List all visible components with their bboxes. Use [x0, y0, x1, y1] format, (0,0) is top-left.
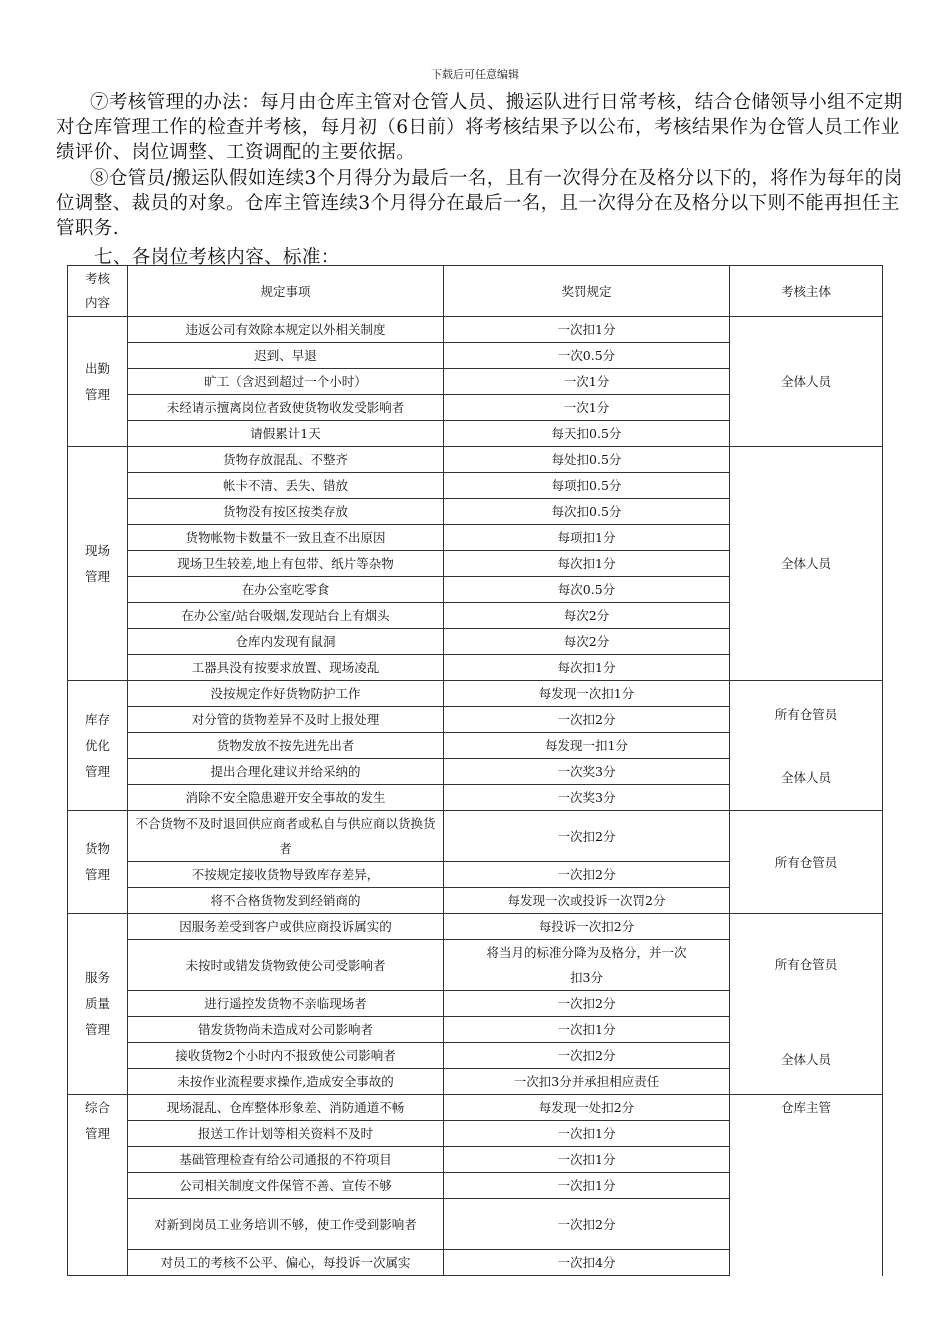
category-site	[68, 447, 128, 681]
rule-cell: 一次扣3分并承担相应责任	[444, 1069, 730, 1095]
rule-cell: 一次扣1分	[444, 317, 730, 343]
item-cell: 现场混乱、仓库整体形象差、消防通道不畅	[128, 1095, 444, 1121]
subject-cell	[730, 681, 883, 811]
item-cell: 在办公室吃零食	[128, 577, 444, 603]
header-item: 规定事项	[128, 266, 444, 317]
item-cell: 公司相关制度文件保管不善、宣传不够	[128, 1173, 444, 1199]
rule-cell: 一次扣2分	[444, 707, 730, 733]
category-text: 库存优化管理	[84, 711, 110, 779]
item-cell: 没按规定作好货物防护工作	[128, 681, 444, 707]
category-text: 现场管理	[84, 542, 110, 584]
rule-cell: 每次扣1分	[444, 551, 730, 577]
subject-text-a: 所有仓管员	[774, 706, 838, 722]
item-cell: 工器具没有按要求放置、现场凌乱	[128, 655, 444, 681]
rule-cell: 每天扣0.5分	[444, 421, 730, 447]
category-text: 服务质量管理	[84, 970, 110, 1037]
item-cell: 迟到、早退	[128, 343, 444, 369]
item-cell: 请假累计1天	[128, 421, 444, 447]
item-cell: 因服务差受到客户或供应商投诉属实的	[128, 914, 444, 940]
rule-cell: 将当月的标准分降为及格分，并一次扣3分	[444, 940, 730, 991]
subject-cell: 全体人员	[730, 317, 883, 447]
rule-cell: 每发现一扣1分	[444, 733, 730, 759]
section-title: 七、各岗位考核内容、标准：	[94, 247, 340, 268]
category-text: 综合管理	[84, 1100, 110, 1141]
rule-cell: 每次2分	[444, 629, 730, 655]
table-row	[68, 681, 883, 707]
item-cell: 报送工作计划等相关资料不及时	[128, 1121, 444, 1147]
category-inventory	[68, 681, 128, 811]
item-cell: 违返公司有效除本规定以外相关制度	[128, 317, 444, 343]
item-cell: 货物发放不按先进先出者	[128, 733, 444, 759]
rule-cell: 每发现一次扣1分	[444, 681, 730, 707]
header-rule: 奖罚规定	[444, 266, 730, 317]
item-cell: 将不合格货物发到经销商的	[128, 888, 444, 914]
rule-cell: 一次1分	[444, 369, 730, 395]
category-service	[68, 914, 128, 1095]
item-cell: 帐卡不清、丢失、错放	[128, 473, 444, 499]
rule-cell: 一次扣1分	[444, 1121, 730, 1147]
subject-cell: 仓库主管	[730, 1095, 883, 1276]
item-cell: 货物没有按区按类存放	[128, 499, 444, 525]
category-attendance	[68, 317, 128, 447]
rule-cell: 一次扣1分	[444, 1147, 730, 1173]
item-cell: 未按作业流程要求操作,造成安全事故的	[128, 1069, 444, 1095]
assessment-table	[67, 265, 883, 1276]
item-cell: 基础管理检查有给公司通报的不符项目	[128, 1147, 444, 1173]
paragraph-7-text: ⑦考核管理的办法：每月由仓库主管对仓管人员、搬运队进行日常考核，结合仓储领导小组不定期对仓库管理工作的检查并考核，每月初（6日前）将考核结果予以公布，考核结果作为仓管人员工作业绩评价、岗位调整、工资调配的主要依据。	[56, 92, 903, 163]
item-cell: 进行遥控发货物不亲临现场者	[128, 991, 444, 1017]
category-text: 出勤管理	[84, 360, 110, 402]
item-cell: 接收货物2个小时内不报致使公司影响者	[128, 1043, 444, 1069]
paragraph-8-text: ⑧仓管员/搬运队假如连续3个月得分为最后一名，且有一次得分在及格分以下的，将作为每年的岗位调整、裁员的对象。仓库主管连续3个月得分在最后一名，且一次得分在及格分以下则不能再担任主管职务.	[56, 168, 903, 239]
page-header: 下载后可任意编辑	[431, 68, 519, 81]
item-cell: 旷工（含迟到超过一个小时）	[128, 369, 444, 395]
rule-cell: 每次扣0.5分	[444, 499, 730, 525]
rule-cell: 一次扣2分	[444, 862, 730, 888]
table-row	[68, 811, 883, 862]
table-row	[68, 914, 883, 940]
subject-text-a: 所有仓管员	[774, 957, 838, 972]
item-cell: 对员工的考核不公平、偏心，每投诉一次属实	[128, 1250, 444, 1276]
item-cell: 对新到岗员工业务培训不够，使工作受到影响者	[128, 1199, 444, 1250]
table-header-row	[68, 266, 883, 317]
rule-cell: 一次扣4分	[444, 1250, 730, 1276]
rule-cell: 一次扣2分	[444, 1043, 730, 1069]
rule-cell: 一次奖3分	[444, 785, 730, 811]
rule-cell: 每处扣0.5分	[444, 447, 730, 473]
item-cell: 不按规定接收货物导致库存差异，	[128, 862, 444, 888]
header-category-text: 考核内容	[84, 271, 110, 310]
subject-text-b: 全体人员	[780, 769, 831, 785]
item-cell: 对分管的货物差异不及时上报处理	[128, 707, 444, 733]
item-cell: 货物存放混乱、不整齐	[128, 447, 444, 473]
rule-cell: 每项扣0.5分	[444, 473, 730, 499]
header-category	[68, 266, 128, 317]
paragraph-8	[56, 166, 904, 241]
category-text: 货物管理	[84, 841, 110, 882]
rule-cell: 每投诉一次扣2分	[444, 914, 730, 940]
rule-cell: 一次扣2分	[444, 1199, 730, 1250]
rule-cell: 每项扣1分	[444, 525, 730, 551]
rule-cell: 每发现一次或投诉一次罚2分	[444, 888, 730, 914]
rule-cell: 一次奖3分	[444, 759, 730, 785]
category-general	[68, 1095, 128, 1276]
item-cell: 未按时或错发货物致使公司受影响者	[128, 940, 444, 991]
subject-cell	[730, 914, 883, 1095]
subject-cell: 所有仓管员	[730, 811, 883, 914]
rule-cell: 每次2分	[444, 603, 730, 629]
item-cell: 不合货物不及时退回供应商者或私自与供应商以货换货者	[128, 811, 444, 862]
rule-cell: 一次1分	[444, 395, 730, 421]
header-subject: 考核主体	[730, 266, 883, 317]
rule-cell: 一次扣2分	[444, 991, 730, 1017]
table-row	[68, 1095, 883, 1121]
item-cell: 未经请示擅离岗位者致使货物收发受影响者	[128, 395, 444, 421]
rule-cell: 一次扣1分	[444, 1017, 730, 1043]
item-cell: 消除不安全隐患避开安全事故的发生	[128, 785, 444, 811]
item-cell: 货物帐物卡数量不一致且查不出原因	[128, 525, 444, 551]
item-cell: 错发货物尚未造成对公司影响者	[128, 1017, 444, 1043]
table-row	[68, 317, 883, 343]
item-cell: 提出合理化建议并给采纳的	[128, 759, 444, 785]
rule-cell: 每次扣1分	[444, 655, 730, 681]
subject-text-b: 全体人员	[780, 1052, 831, 1067]
category-goods	[68, 811, 128, 914]
rule-cell: 一次扣1分	[444, 1173, 730, 1199]
rule-cell: 一次0.5分	[444, 343, 730, 369]
table-row	[68, 447, 883, 473]
rule-cell: 每次0.5分	[444, 577, 730, 603]
item-cell: 现场卫生较差,地上有包带、纸片等杂物	[128, 551, 444, 577]
subject-cell: 全体人员	[730, 447, 883, 681]
item-cell: 仓库内发现有鼠洞	[128, 629, 444, 655]
rule-cell: 一次扣2分	[444, 811, 730, 862]
rule-cell: 每发现一处扣2分	[444, 1095, 730, 1121]
paragraph-7	[56, 90, 904, 165]
item-cell: 在办公室/站台吸烟,发现站台上有烟头	[128, 603, 444, 629]
